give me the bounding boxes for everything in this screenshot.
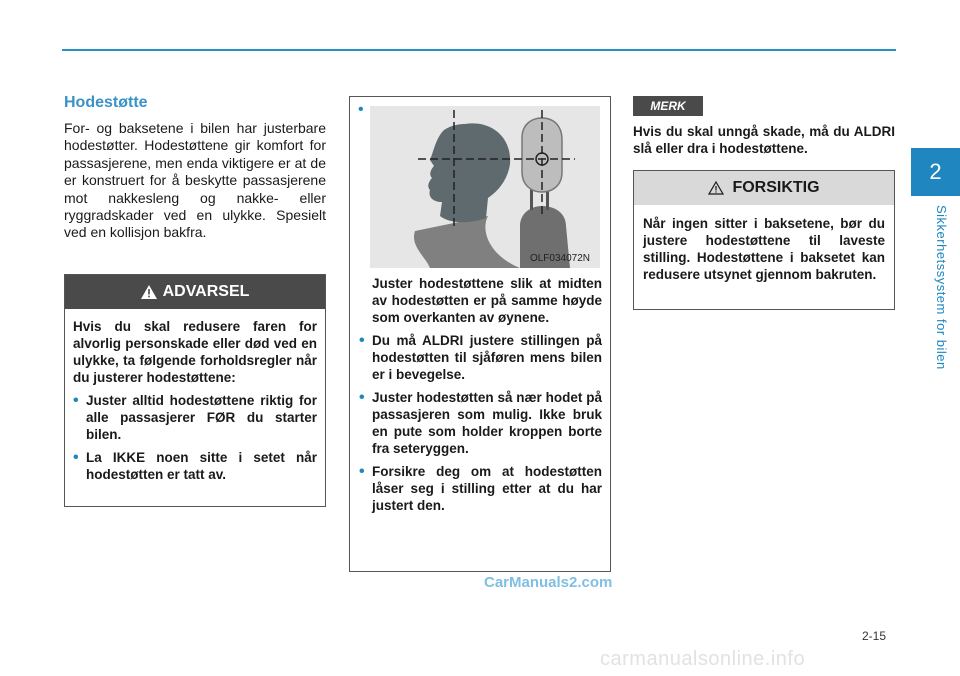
top-rule bbox=[62, 49, 896, 51]
chapter-tab bbox=[911, 148, 960, 196]
instruction-list bbox=[359, 332, 602, 514]
watermark-link[interactable]: CarManuals2.com bbox=[484, 574, 613, 591]
warning-item: • La IKKE noen sitte i setet når hodestøtten er tatt av. bbox=[73, 449, 317, 483]
note-text: Hvis du skal unngå skade, må du ALDRI slå eller dra i hodestøttene. bbox=[633, 124, 895, 156]
figure-code: OLF034072N bbox=[529, 253, 590, 264]
warning-lead: Hvis du skal redusere faren for alvorlig personskade eller død ved en ulykke, ta følgende forholdsregler når du justerer hodestøttene: bbox=[73, 319, 317, 385]
chapter-title: Sikkerhetssystem for bilen bbox=[934, 205, 949, 370]
warning-triangle-icon bbox=[141, 285, 157, 299]
warning-list bbox=[73, 392, 317, 483]
page-number: 2-15 bbox=[862, 629, 887, 643]
warning-box bbox=[64, 274, 326, 507]
caution-box bbox=[633, 170, 895, 310]
instruction-item: • Du må ALDRI justere stillingen på hodestøtten til sjåføren mens bilen er i bevegelse. bbox=[359, 332, 602, 383]
bullet-dot-icon: • bbox=[358, 101, 364, 118]
headrest-figure bbox=[370, 106, 600, 268]
instruction-item: • Juster hodestøtten så nær hodet på passasjeren som mulig. Ikke bruk en pute som holder kroppen borte fra seteryggen. bbox=[359, 389, 602, 457]
instruction-first: Juster hodestøttene slik at midten av hodestøtten er på samme høyde som overkanten av øynene. bbox=[372, 276, 602, 325]
caution-text: Når ingen sitter i baksetene, bør du justere hodestøttene til laveste stilling. Hodestøttene i baksetet kan redusere utsynet gjennom bakruten. bbox=[643, 216, 885, 282]
headrest-instructions bbox=[359, 275, 602, 520]
footer-watermark: carmanualsonline.info bbox=[600, 648, 806, 670]
headrest-illustration bbox=[370, 106, 600, 268]
caution-triangle-icon bbox=[708, 181, 724, 195]
headrest-adjust-box bbox=[349, 96, 611, 572]
caution-title: FORSIKTIG bbox=[732, 179, 820, 196]
section-intro: For- og baksetene i bilen har justerbare hodestøtter. Hodestøttene gir komfort for passasjerene, men enda viktigere er at de er konstruert for å beskytte passasjerene mot nakkesleng og nakke- eller ryggradskader ved en ulykke. Spesielt ved en kollisjon bakfra. bbox=[64, 120, 326, 241]
warning-title: ADVARSEL bbox=[162, 283, 250, 300]
warning-header bbox=[65, 275, 325, 309]
warning-body bbox=[65, 309, 325, 483]
note-label: MERK bbox=[633, 96, 703, 116]
instruction-item: • Forsikre deg om at hodestøtten låser seg i stilling etter at du har justert den. bbox=[359, 463, 602, 514]
chapter-number: 2 bbox=[929, 159, 942, 184]
section-heading: Hodestøtte bbox=[64, 94, 148, 111]
warning-item: • Juster alltid hodestøttene riktig for alle passasjerer FØR du starter bilen. bbox=[73, 392, 317, 443]
caution-header bbox=[634, 171, 894, 205]
